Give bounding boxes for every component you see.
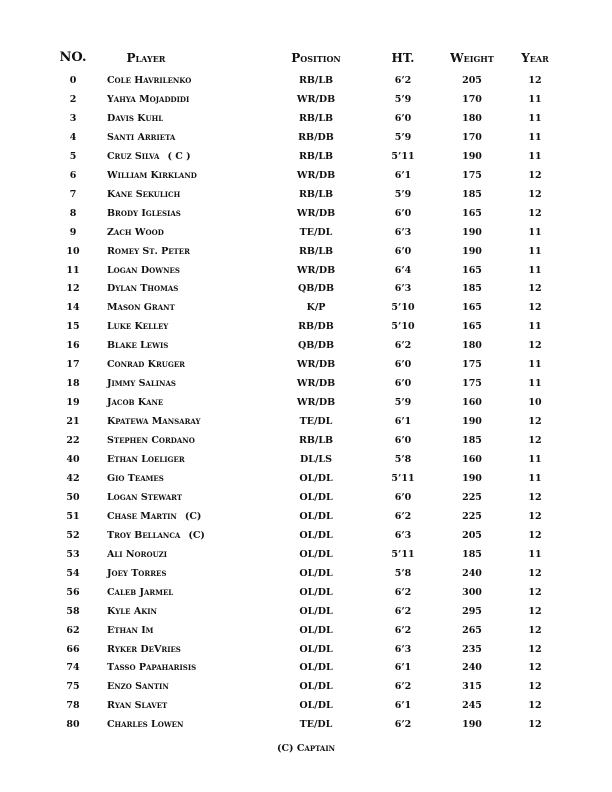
player-name: Santi Arrieta: [107, 131, 176, 143]
player-weight: 185: [462, 283, 482, 295]
player-year: 11: [528, 150, 542, 162]
player-year: 11: [528, 245, 542, 257]
player-row: [0, 225, 612, 241]
player-position: RB/LB: [298, 435, 334, 447]
player-weight: 225: [462, 491, 482, 503]
player-position: RB/DB: [298, 131, 334, 143]
player-number: 51: [66, 510, 80, 522]
player-row: [0, 149, 612, 165]
player-height: 6’1: [394, 416, 412, 428]
player-name: Jimmy Salinas: [107, 378, 176, 390]
player-row: [0, 168, 612, 184]
player-weight: 175: [462, 359, 482, 371]
player-name: Kyle Akin: [107, 605, 157, 617]
player-year: 11: [528, 472, 542, 484]
player-number: 15: [66, 321, 80, 333]
player-weight: 180: [462, 112, 482, 124]
player-year: 12: [528, 435, 542, 447]
player-year: 11: [528, 131, 542, 143]
player-position: RB/LB: [298, 188, 334, 200]
player-name-cell: [107, 490, 182, 506]
player-name-cell: [107, 300, 175, 316]
player-name-cell: [107, 585, 173, 601]
player-number: 74: [66, 662, 80, 674]
player-number: 14: [66, 302, 80, 314]
player-name: Romey St. Peter: [107, 245, 190, 257]
player-name: Mason Grant: [107, 302, 175, 314]
player-number: 21: [66, 416, 80, 428]
player-position: RB/LB: [298, 245, 334, 257]
header-weight: Weight: [450, 51, 494, 65]
player-name: Ethan Loeliger: [107, 454, 185, 465]
player-year: 12: [528, 681, 542, 693]
player-name: Ethan Im: [107, 624, 154, 636]
player-weight: 170: [462, 93, 482, 105]
player-height: 6’3: [394, 529, 412, 541]
player-year: 12: [528, 75, 542, 86]
player-weight: 165: [462, 207, 482, 219]
player-row: [0, 281, 612, 297]
player-weight: 190: [462, 226, 482, 238]
player-name-cell: [107, 717, 183, 733]
player-name: Gio Teames: [107, 472, 164, 484]
player-height: 5’10: [391, 302, 415, 314]
player-year: 12: [528, 529, 542, 541]
player-number: 19: [66, 397, 80, 409]
player-name: Davis Kuhl: [107, 112, 164, 124]
player-name: Cole Havrilenko: [107, 75, 192, 86]
player-weight: 175: [462, 169, 482, 181]
player-year: 12: [528, 586, 542, 598]
player-position: WR/DB: [296, 169, 336, 181]
player-name-cell: [107, 130, 175, 146]
player-year: 11: [528, 112, 542, 124]
player-weight: 190: [462, 416, 482, 428]
player-position: OL/DL: [299, 643, 333, 655]
player-year: 12: [528, 700, 542, 712]
player-year: 12: [528, 643, 542, 655]
player-row: [0, 566, 612, 582]
player-row: [0, 357, 612, 373]
player-position: WR/DB: [296, 207, 336, 219]
player-weight: 165: [462, 302, 482, 314]
player-position: RB/LB: [298, 150, 334, 162]
player-name: Troy Bellanca: [107, 529, 181, 541]
player-weight: 190: [462, 150, 482, 162]
player-row: [0, 338, 612, 354]
captain-mark: (C): [276, 743, 294, 754]
player-number: 62: [66, 624, 80, 636]
player-year: 12: [528, 416, 542, 428]
player-name-cell: [107, 263, 180, 279]
player-row: [0, 111, 612, 127]
player-number: 9: [69, 226, 77, 238]
player-position: WR/DB: [296, 397, 336, 409]
header-player: Player: [126, 51, 166, 65]
player-row: [0, 471, 612, 487]
player-position: OL/DL: [299, 529, 333, 541]
player-height: 6’2: [394, 340, 412, 352]
player-weight: 165: [462, 321, 482, 333]
header-row: [0, 49, 612, 65]
player-height: 5’9: [394, 188, 412, 200]
header-position: Position: [291, 51, 341, 65]
player-weight: 300: [462, 586, 482, 598]
player-name-cell: [107, 566, 166, 582]
player-name: Jacob Kane: [107, 397, 164, 409]
player-position: OL/DL: [299, 624, 333, 636]
player-year: 11: [528, 93, 542, 105]
player-height: 6’1: [394, 662, 412, 674]
player-year: 11: [528, 359, 542, 371]
player-row: [0, 717, 612, 733]
player-position: DL/LS: [300, 454, 332, 465]
player-name-cell: [107, 149, 191, 165]
player-height: 6’0: [394, 245, 412, 257]
player-height: 6’2: [394, 586, 412, 598]
player-row: [0, 319, 612, 335]
player-name-cell: [107, 452, 185, 468]
player-position: TE/DL: [299, 719, 333, 731]
player-weight: 180: [462, 340, 482, 352]
player-position: OL/DL: [299, 491, 333, 503]
player-weight: 240: [462, 662, 482, 674]
player-number: 3: [69, 112, 77, 124]
player-number: 78: [66, 700, 80, 712]
header-no: NO.: [59, 50, 87, 65]
player-height: 6’0: [394, 112, 412, 124]
player-name-cell: [107, 376, 176, 392]
player-row: [0, 642, 612, 658]
player-height: 5’11: [391, 472, 415, 484]
player-year: 11: [528, 454, 542, 465]
player-row: [0, 490, 612, 506]
player-position: WR/DB: [296, 264, 336, 276]
player-position: OL/DL: [299, 662, 333, 674]
player-name: Zach Wood: [107, 226, 164, 238]
header-year: Year: [521, 51, 549, 65]
player-position: QB/DB: [297, 340, 335, 352]
player-weight: 265: [462, 624, 482, 636]
captain-marker: (C): [184, 510, 202, 522]
player-height: 6’2: [394, 719, 412, 731]
player-position: RB/LB: [298, 112, 334, 124]
player-number: 18: [66, 378, 80, 390]
player-height: 6’2: [394, 510, 412, 522]
player-name-cell: [107, 660, 196, 676]
player-number: 16: [66, 340, 80, 352]
player-row: [0, 509, 612, 525]
player-row: [0, 92, 612, 108]
player-name: Logan Downes: [107, 264, 180, 276]
captain-legend: [0, 741, 612, 757]
player-weight: 185: [462, 435, 482, 447]
player-name-cell: [107, 528, 205, 544]
player-height: 6’4: [394, 264, 412, 276]
player-name: Caleb Jarmel: [107, 586, 174, 598]
player-number: 66: [66, 643, 80, 655]
player-number: 5: [69, 150, 77, 162]
player-number: 0: [69, 75, 77, 86]
player-name-cell: [107, 623, 153, 639]
player-weight: 190: [462, 719, 482, 731]
player-weight: 165: [462, 264, 482, 276]
player-row: [0, 187, 612, 203]
player-weight: 190: [462, 245, 482, 257]
player-position: OL/DL: [299, 567, 333, 579]
player-year: 12: [528, 719, 542, 731]
player-row: [0, 528, 612, 544]
player-name-cell: [107, 111, 163, 127]
player-row: [0, 679, 612, 695]
player-name-cell: [107, 281, 178, 297]
player-row: [0, 433, 612, 449]
player-year: 12: [528, 302, 542, 314]
player-height: 6’0: [394, 359, 412, 371]
player-height: 6’0: [394, 207, 412, 219]
player-number: 40: [66, 454, 80, 465]
player-row: [0, 414, 612, 430]
player-year: 11: [528, 378, 542, 390]
captain-marker: (C): [188, 529, 205, 541]
player-height: 5’10: [391, 321, 415, 333]
player-height: 6’1: [394, 169, 412, 181]
player-weight: 190: [462, 472, 482, 484]
player-number: 50: [66, 491, 80, 503]
player-weight: 175: [462, 378, 482, 390]
player-name-cell: [107, 187, 180, 203]
player-name-cell: [107, 509, 201, 525]
player-year: 12: [528, 491, 542, 503]
player-year: 11: [528, 321, 542, 333]
player-year: 12: [528, 662, 542, 674]
player-year: 11: [528, 226, 542, 238]
player-year: 12: [528, 567, 542, 579]
player-name: Ali Norouzi: [107, 548, 168, 560]
player-name-cell: [107, 679, 169, 695]
player-position: RB/DB: [298, 321, 334, 333]
player-position: OL/DL: [299, 548, 333, 560]
player-weight: 160: [462, 454, 482, 465]
player-number: 7: [69, 188, 77, 200]
player-row: [0, 660, 612, 676]
player-year: 12: [528, 605, 542, 617]
player-weight: 160: [462, 397, 482, 409]
player-height: 6’3: [394, 283, 412, 295]
player-position: WR/DB: [296, 378, 336, 390]
player-name-cell: [107, 73, 191, 89]
player-name-cell: [107, 225, 164, 241]
player-name: Dylan Thomas: [107, 283, 179, 295]
player-position: OL/DL: [299, 472, 333, 484]
player-row: [0, 300, 612, 316]
player-position: OL/DL: [299, 586, 333, 598]
player-name: Ryan Slavet: [107, 700, 168, 712]
player-number: 56: [66, 586, 80, 598]
player-name: Kpatewa Mansaray: [107, 416, 201, 428]
player-number: 11: [66, 264, 80, 276]
player-row: [0, 206, 612, 222]
player-number: 58: [66, 605, 80, 617]
player-weight: 315: [462, 681, 482, 693]
player-weight: 185: [462, 188, 482, 200]
player-year: 12: [528, 207, 542, 219]
player-weight: 245: [462, 700, 482, 712]
player-row: [0, 244, 612, 260]
player-height: 6’1: [394, 700, 412, 712]
player-year: 12: [528, 188, 542, 200]
player-number: 22: [66, 435, 80, 447]
header-height: HT.: [391, 51, 415, 65]
player-number: 80: [66, 719, 80, 731]
player-name-cell: [107, 642, 181, 658]
player-row: [0, 395, 612, 411]
player-number: 53: [66, 548, 80, 560]
player-year: 11: [528, 264, 542, 276]
player-position: OL/DL: [299, 510, 333, 522]
player-height: 6’3: [394, 643, 412, 655]
player-weight: 205: [462, 75, 482, 86]
player-name: Blake Lewis: [107, 340, 169, 352]
player-height: 6’2: [394, 681, 412, 693]
player-name: Joey Torres: [107, 567, 167, 579]
player-row: [0, 263, 612, 279]
player-name-cell: [107, 338, 168, 354]
player-weight: 205: [462, 529, 482, 541]
player-name: Charles Lowen: [107, 719, 184, 731]
player-position: K/P: [306, 302, 326, 314]
captain-marker: ( C ): [167, 150, 191, 162]
player-name-cell: [107, 357, 185, 373]
player-name-cell: [107, 244, 190, 260]
player-row: [0, 452, 612, 468]
player-height: 5’11: [391, 150, 415, 162]
player-name: Kane Sekulich: [107, 188, 181, 200]
player-name-cell: [107, 471, 164, 487]
player-position: RB/LB: [298, 75, 334, 86]
player-number: 2: [69, 93, 77, 105]
player-height: 6’2: [394, 624, 412, 636]
player-height: 5’9: [394, 93, 412, 105]
player-weight: 235: [462, 643, 482, 655]
player-name: Luke Kelley: [107, 321, 169, 333]
player-year: 12: [528, 510, 542, 522]
player-number: 54: [66, 567, 80, 579]
player-year: 12: [528, 283, 542, 295]
player-row: [0, 130, 612, 146]
player-height: 5’8: [394, 454, 412, 465]
player-name-cell: [107, 698, 167, 714]
player-number: 75: [66, 681, 80, 693]
player-name-cell: [107, 395, 163, 411]
player-weight: 295: [462, 605, 482, 617]
player-name: Chase Martin: [107, 510, 177, 522]
player-row: [0, 604, 612, 620]
player-name: Brody Iglesias: [107, 207, 181, 219]
player-name-cell: [107, 92, 189, 108]
player-height: 5’11: [391, 548, 415, 560]
player-position: WR/DB: [296, 93, 336, 105]
player-height: 6’3: [394, 226, 412, 238]
player-year: 10: [528, 397, 542, 409]
player-number: 12: [66, 283, 80, 295]
player-row: [0, 698, 612, 714]
player-number: 4: [69, 131, 77, 143]
player-name-cell: [107, 206, 181, 222]
player-name-cell: [107, 604, 157, 620]
player-name-cell: [107, 547, 167, 563]
player-name: Ryker DeVries: [107, 643, 181, 655]
player-year: 12: [528, 624, 542, 636]
player-position: OL/DL: [299, 605, 333, 617]
captain-label: Captain: [296, 743, 336, 754]
player-name-cell: [107, 414, 201, 430]
player-position: TE/DL: [299, 416, 333, 428]
player-position: TE/DL: [299, 226, 333, 238]
player-weight: 225: [462, 510, 482, 522]
player-position: QB/DB: [297, 283, 335, 295]
player-height: 6’0: [394, 491, 412, 503]
player-year: 11: [528, 548, 542, 560]
player-height: 5’8: [394, 567, 412, 579]
player-year: 12: [528, 340, 542, 352]
player-name: Stephen Cordano: [107, 435, 195, 447]
player-position: WR/DB: [296, 359, 336, 371]
player-number: 52: [66, 529, 80, 541]
player-weight: 240: [462, 567, 482, 579]
player-name: William Kirkland: [107, 169, 197, 181]
player-row: [0, 73, 612, 89]
player-number: 10: [66, 245, 80, 257]
player-name: Logan Stewart: [107, 491, 183, 503]
player-row: [0, 585, 612, 601]
player-name: Yahya Mojaddidi: [107, 93, 190, 105]
player-number: 17: [66, 359, 80, 371]
player-name-cell: [107, 319, 168, 335]
player-name: Tasso Papaharisis: [107, 662, 197, 674]
player-height: 5’9: [394, 397, 412, 409]
player-number: 6: [69, 169, 77, 181]
player-number: 8: [69, 207, 77, 219]
player-year: 12: [528, 169, 542, 181]
player-weight: 185: [462, 548, 482, 560]
player-height: 6’2: [394, 75, 412, 86]
player-height: 6’0: [394, 435, 412, 447]
player-name: Cruz Silva: [107, 150, 160, 162]
player-height: 6’0: [394, 378, 412, 390]
player-position: OL/DL: [299, 700, 333, 712]
player-name-cell: [107, 433, 195, 449]
player-weight: 170: [462, 131, 482, 143]
player-number: 42: [66, 472, 80, 484]
player-height: 6’2: [394, 605, 412, 617]
player-row: [0, 547, 612, 563]
player-position: OL/DL: [299, 681, 333, 693]
player-name: Conrad Kruger: [107, 359, 185, 371]
player-name: Enzo Santin: [107, 681, 169, 693]
player-row: [0, 376, 612, 392]
player-height: 5’9: [394, 131, 412, 143]
player-row: [0, 623, 612, 639]
player-name-cell: [107, 168, 197, 184]
